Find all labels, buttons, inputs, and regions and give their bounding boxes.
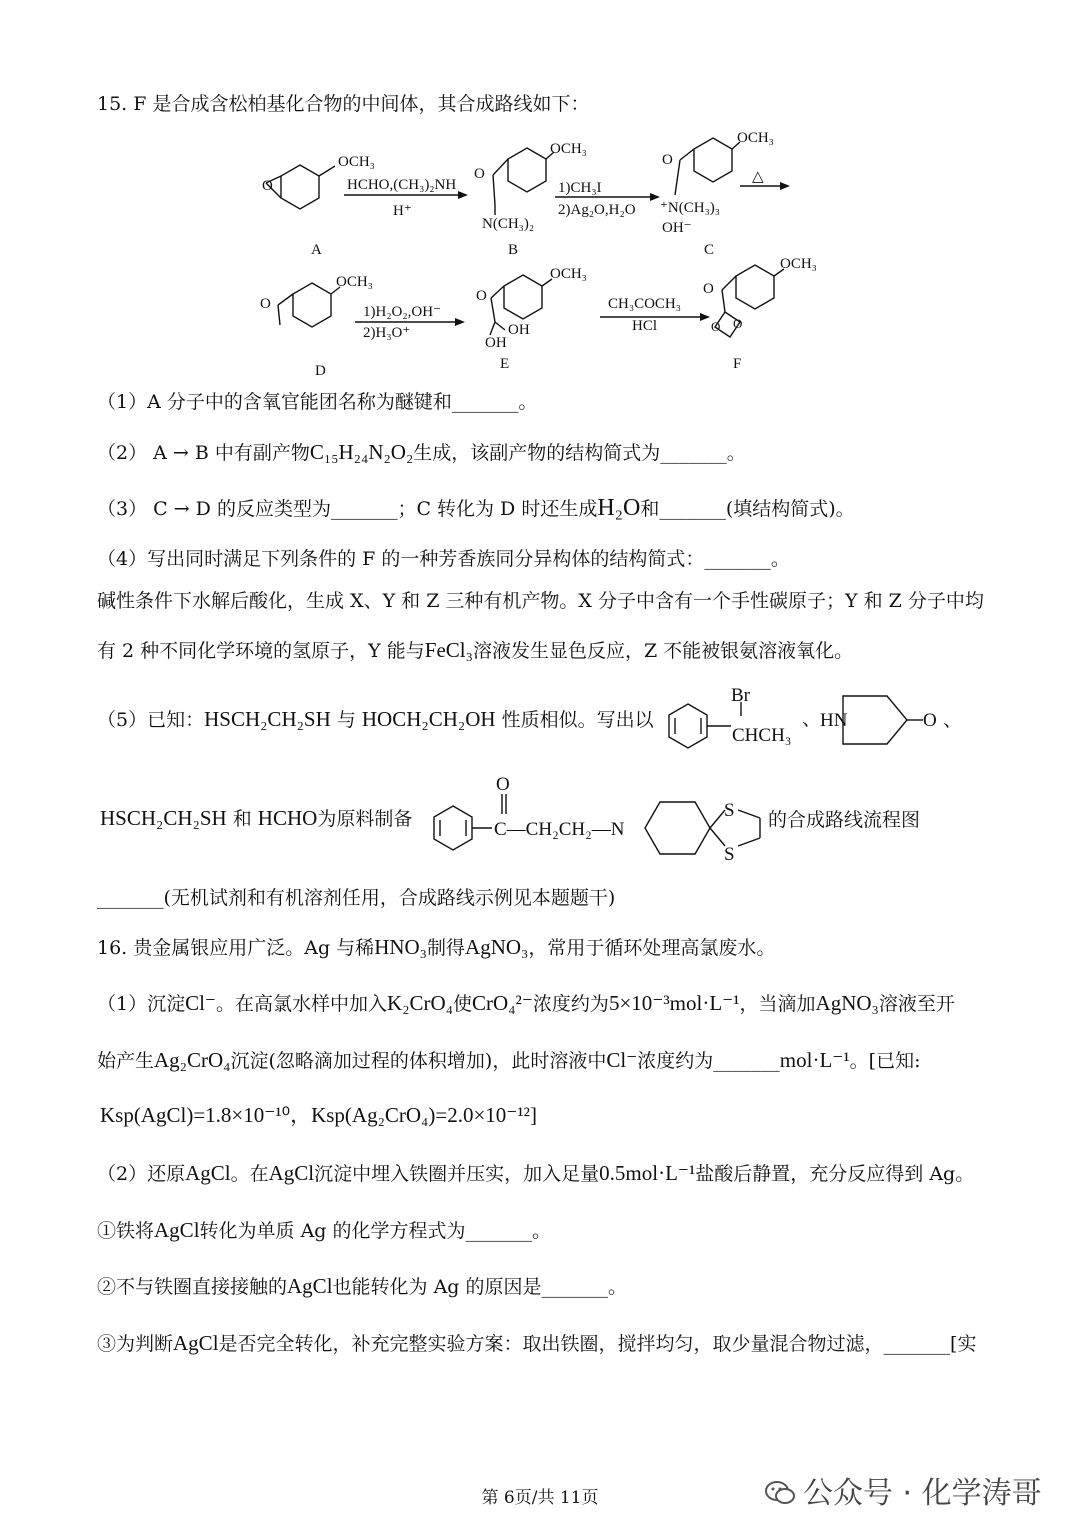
reagent-4-bottom: 2)H₃O⁺: [363, 325, 411, 341]
f-o-ring-1: O: [733, 316, 743, 331]
synthesis-scheme: [0, 125, 1080, 380]
b-o: O: [474, 166, 485, 182]
reagent-5-bottom: HCl: [632, 318, 658, 334]
q15-part5-mid: 与: [336, 709, 356, 731]
compound-b-ring: [508, 148, 546, 192]
q15-part2: [97, 440, 1080, 465]
q15-part5-structures: [655, 680, 985, 755]
q16-sub2: ②不与铁圈直接接触的AgCl也能转化为 Ag 的原因是_______。: [97, 1274, 627, 1298]
q16-intro: [97, 935, 1080, 960]
reagent-3-heat: △: [752, 169, 764, 185]
b-och3: OCH₃: [550, 141, 587, 157]
q15-part5-br: Br: [731, 685, 750, 706]
compound-e-ring: [504, 275, 542, 319]
watermark: [765, 1468, 1042, 1512]
q15-part1: （1）A 分子中的含氧官能团名称为醚键和_______。: [97, 391, 538, 413]
q15-part5-l2-hs: HSCH₂CH₂SH: [100, 806, 227, 830]
compound-a-ring: [281, 165, 319, 209]
q16-intro-post: ，常用于循环处理高氯废水。: [528, 937, 776, 959]
q15-part4-line2: 碱性条件下水解后酸化，生成 X、Y 和 Z 三种有机产物。X 分子中含有一个手性碳原子；Y 和 Z 分子中均: [97, 590, 984, 612]
q16-hno3: HNO₃: [374, 935, 428, 959]
f-o-ring-2: O: [711, 319, 721, 334]
q16-intro-pre: 16. 贵金属银应用广泛。Ag 与稀: [97, 937, 375, 959]
e-o: O: [476, 288, 487, 304]
reagent-5-top: CH₃COCH₃: [608, 296, 681, 312]
c-amine: ⁺N(CH₃)₃: [660, 200, 721, 216]
label-c: C: [704, 242, 715, 258]
q15-target-s2: S: [724, 844, 735, 865]
q15-part4-line3: [97, 638, 1080, 663]
q15-part5-ho: HOCH₂CH₂OH: [361, 707, 496, 731]
compound-c-ring: [694, 138, 732, 182]
e-oh-2: OH: [485, 335, 507, 351]
q15-target-chain: C—CH₂CH₂—N: [494, 819, 625, 840]
label-e: E: [500, 356, 510, 372]
q16-part1-line2: 始产生Ag₂CrO₄沉淀(忽略滴加过程的体积增加)，此时溶液中Cl⁻浓度约为_______mol·L⁻¹。[已知:: [97, 1048, 921, 1072]
q15-target-s1: S: [724, 800, 735, 821]
f-och3: OCH₃: [780, 256, 817, 272]
q15-part4-fecl3: FeCl₃: [424, 638, 473, 662]
q15-part5-line3: _______(无机试剂和有机溶剂任用，合成路线示例见本题题干): [97, 887, 616, 909]
q15-part5-target-structure: [420, 770, 770, 870]
q15-part4-line3-pre: 有 2 种不同化学环境的氢原子，Y 能与: [97, 640, 425, 662]
q16-agno3: AgNO₃: [465, 935, 529, 959]
q15-part5-chch3: CHCH₃: [732, 725, 792, 746]
q15-part2-formula: C₁₅H₂₄N₂O₂: [309, 440, 414, 464]
reagent-2-top: 1)CH₃I: [558, 180, 602, 196]
q16-sub3: ③为判断AgCl是否完全转化，补充完整实验方案：取出铁圈，搅拌均匀，取少量混合物过滤，_______[实: [97, 1331, 977, 1355]
q15-part5-sep: 、: [802, 709, 822, 730]
reagent-1-bottom: H⁺: [393, 203, 412, 219]
watermark-text: 公众号 · 化学涛哥: [803, 1476, 1042, 1511]
b-amine: N(CH₃)₂: [482, 216, 535, 232]
c-o: O: [662, 152, 673, 168]
q15-part3-post: 和_______(填结构简式)。: [640, 498, 855, 520]
d-och3: OCH₃: [336, 274, 373, 290]
q15-part5-end: 、: [943, 710, 963, 731]
compound-d-ring: [293, 283, 331, 327]
c-oh: OH⁻: [662, 220, 692, 236]
q15-part5-l2-post: 的合成路线流程图: [768, 809, 921, 831]
q15-part4-line3-post: 溶液发生显色反应，Z 不能被银氨溶液氧化。: [472, 640, 854, 662]
d-o: O: [260, 296, 271, 312]
f-o: O: [703, 281, 714, 297]
q16-part1-line3: Ksp(AgCl)=1.8×10⁻¹⁰，Ksp(Ag₂CrO₄)=2.0×10⁻¹²]: [100, 1103, 537, 1127]
q15-part5-hs: HSCH₂CH₂SH: [204, 707, 331, 731]
a-och3: OCH₃: [338, 154, 375, 170]
q15-part3-h2o: H₂O: [597, 495, 641, 521]
label-f: F: [733, 356, 742, 372]
reagent-2-bottom: 2)Ag₂O,H₂O: [558, 202, 636, 218]
q15-intro: 15. F 是合成含松柏基化合物的中间体，其合成路线如下：: [97, 93, 590, 115]
e-och3: OCH₃: [550, 266, 587, 282]
q15-part5-pre: （5）已知：: [97, 709, 205, 731]
q15-part2-post: 生成，该副产物的结构简式为_______。: [413, 442, 746, 464]
q15-part3: [97, 496, 1080, 521]
q15-part5-ketone-o: O: [923, 710, 937, 731]
label-d: D: [315, 363, 326, 379]
q16-sub1: ①铁将AgCl转化为单质 Ag 的化学方程式为_______。: [97, 1218, 551, 1242]
q16-part2: （2）还原AgCl。在AgCl沉淀中埋入铁圈并压实，加入足量0.5mol·L⁻¹盐酸后静置，充分反应得到 Ag。: [97, 1161, 975, 1185]
q15-part5-l2-mid: 为原料制备: [317, 808, 413, 830]
q15-part5-hn: HN: [820, 710, 848, 731]
q15-target-o: O: [496, 774, 510, 795]
reagent-1-top: HCHO,(CH₃)₂NH: [347, 177, 457, 193]
page-footer: 第 6页/共 11页: [481, 1488, 599, 1508]
compound-f-ring: [736, 265, 774, 309]
label-a: A: [311, 242, 322, 258]
c-och3: OCH₃: [737, 130, 774, 146]
wechat-icon: [765, 1480, 795, 1506]
q15-part3-pre: （3） C → D 的反应类型为_______；C 转化为 D 时还生成: [97, 498, 598, 520]
q15-part5-l2-hcho: HCHO: [257, 806, 318, 830]
q16-part1-line1: （1）沉淀Cl⁻。在高氯水样中加入K₂CrO₄使CrO₄²⁻浓度约为5×10⁻³mol·L⁻¹，当滴加AgNO₃溶液至开: [97, 991, 955, 1015]
q15-part5-post: 性质相似。写出以: [501, 709, 654, 731]
q15-part5-l2-and: 和: [232, 808, 252, 830]
q15-part2-pre: （2） A → B 中有副产物: [97, 442, 310, 464]
q16-intro-mid: 制得: [427, 937, 466, 959]
a-o: O: [262, 178, 273, 194]
reagent-4-top: 1)H₂O₂,OH⁻: [363, 304, 441, 320]
label-b: B: [508, 242, 519, 258]
e-oh-1: OH: [508, 322, 530, 338]
q15-part4: （4）写出同时满足下列条件的 F 的一种芳香族同分异构体的结构简式：_______。: [97, 548, 790, 570]
